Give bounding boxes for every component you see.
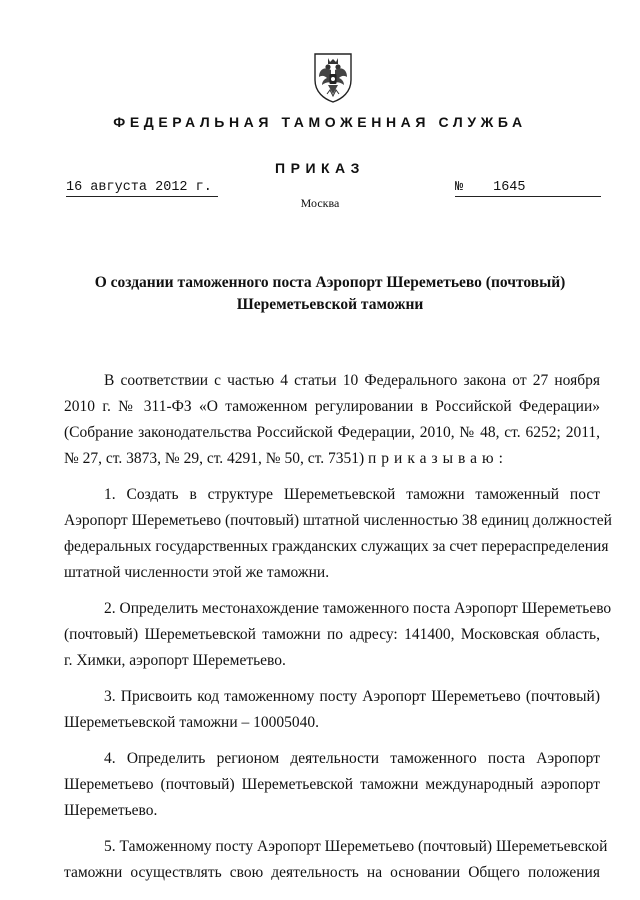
- item-line: 4. Определить регионом деятельности таможенного поста Аэропорт: [104, 750, 600, 767]
- preamble-line: 2010 г. № 311-ФЗ «О таможенном регулировании в Российской Федерации»: [64, 398, 600, 415]
- document-type: ПРИКАЗ: [275, 160, 365, 176]
- preamble-line-text: № 27, ст. 3873, № 29, ст. 4291, № 50, ст. 7351): [64, 450, 365, 467]
- item-line: 2. Определить местонахождение таможенного поста Аэропорт Шереметьево: [104, 600, 612, 617]
- item-line: Аэропорт Шереметьево (почтовый) штатной численностью 38 единиц должностей: [64, 512, 612, 529]
- item-line: штатной численности этой же таможни.: [64, 564, 330, 581]
- item-line: федеральных государственных гражданских служащих за счет перераспределения: [64, 538, 609, 555]
- document-date: 16 августа 2012 г.: [66, 180, 218, 197]
- issue-city: Москва: [300, 196, 340, 210]
- title-line: Шереметьевской таможни: [236, 296, 424, 313]
- item-line: Шереметьево (почтовый) Шереметьевской таможни международный аэропорт: [64, 776, 600, 793]
- document-number-field: [455, 180, 601, 197]
- document-number: 1645: [493, 180, 526, 195]
- item-line: 1. Создать в структуре Шереметьевской таможни таможенный пост: [104, 486, 600, 503]
- document-body: [64, 368, 612, 886]
- preamble-line: (Собрание законодательства Российской Федерации, 2010, № 48, ст. 6252; 2011,: [64, 424, 600, 441]
- item-line: Шереметьево.: [64, 802, 158, 819]
- item-line: таможни осуществлять свою деятельность на основании Общего положения: [64, 864, 600, 881]
- coat-of-arms-icon: [310, 50, 356, 104]
- item-line: 5. Таможенному посту Аэропорт Шереметьево (почтовый) Шереметьевской: [104, 838, 608, 855]
- preamble-line: [64, 446, 600, 472]
- preamble-line: В соответствии с частью 4 статьи 10 Федерального закона от 27 ноября: [104, 372, 600, 389]
- title-line: О создании таможенного поста Аэропорт Шереметьево (почтовый): [94, 274, 566, 291]
- item-line: Шереметьевской таможни – 10005040.: [64, 714, 320, 731]
- item-line: г. Химки, аэропорт Шереметьево.: [64, 652, 286, 669]
- item-line: 3. Присвоить код таможенному посту Аэропорт Шереметьево (почтовый): [104, 688, 600, 705]
- order-word: приказываю:: [368, 450, 508, 467]
- number-sign: №: [455, 180, 464, 195]
- document-title: [80, 272, 580, 316]
- agency-name: ФЕДЕРАЛЬНАЯ ТАМОЖЕННАЯ СЛУЖБА: [113, 114, 527, 130]
- item-line: (почтовый) Шереметьевской таможни по адресу: 141400, Московская область,: [64, 626, 600, 643]
